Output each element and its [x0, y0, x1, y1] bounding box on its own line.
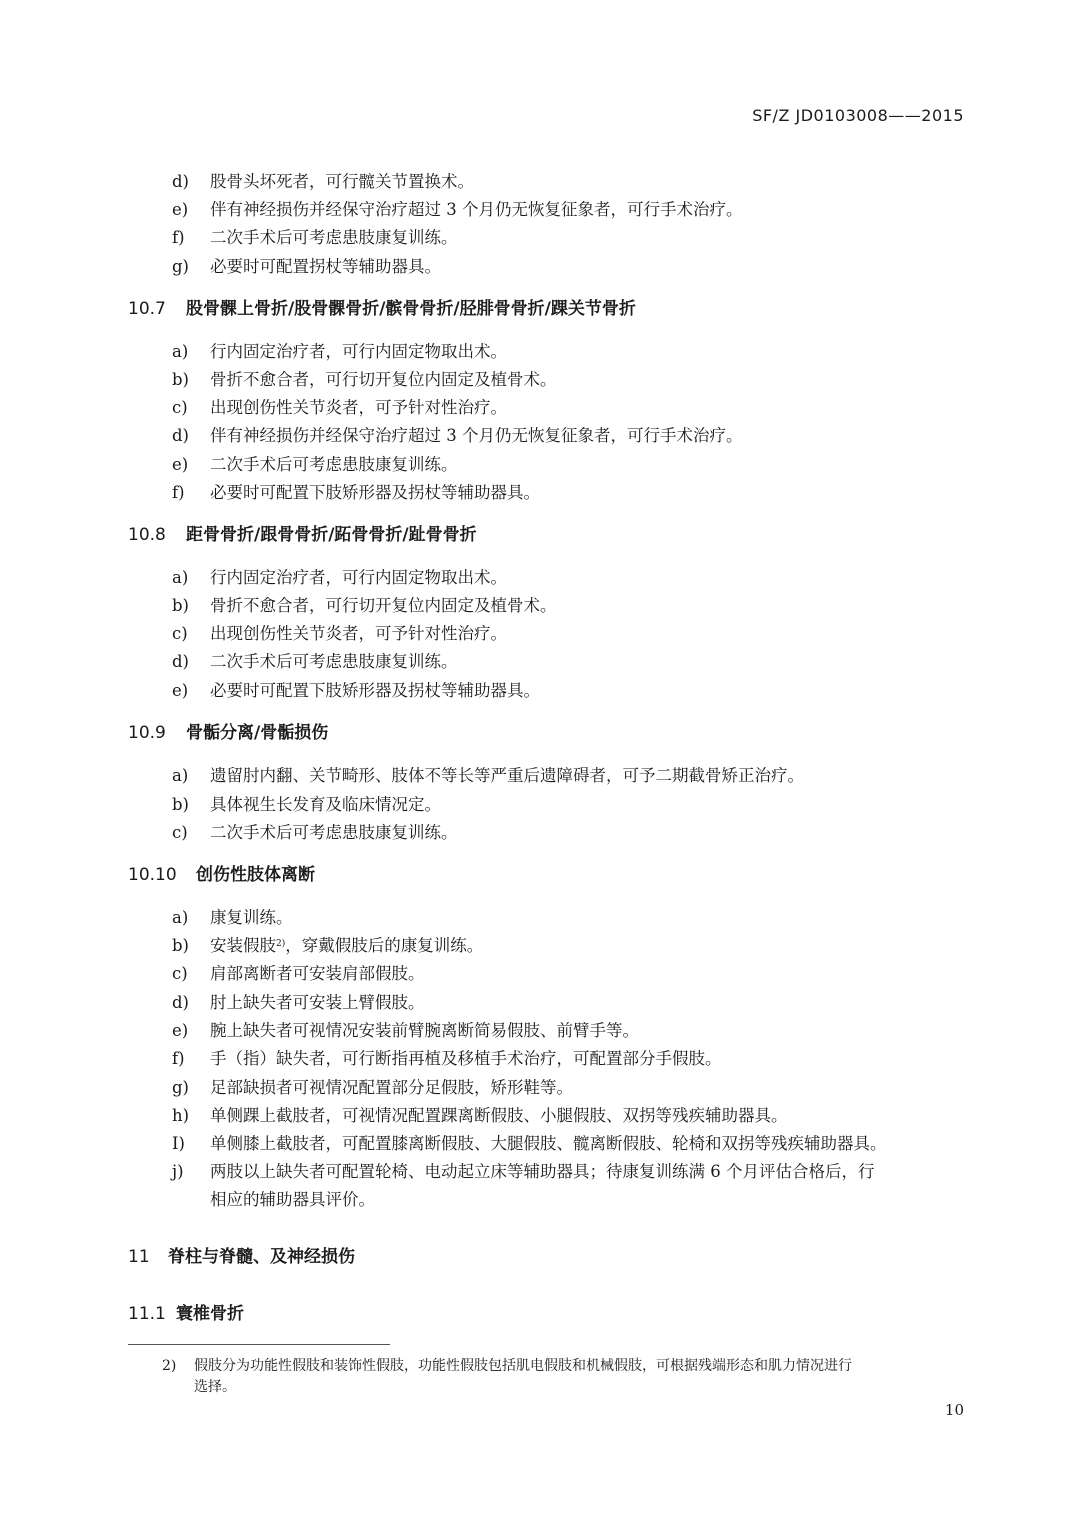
item-text: 遗留肘内翻、关节畸形、肢体不等长等严重后遗障碍者，可予二期截骨矫正治疗。 — [210, 766, 804, 785]
list-item — [172, 341, 507, 363]
list-item — [172, 567, 507, 589]
footnote-text-continuation: 选择。 — [194, 1379, 236, 1395]
section-number: 10.9 — [128, 723, 166, 743]
item-label: f) — [172, 483, 185, 502]
footnote-reference[interactable]: 2) — [276, 939, 286, 949]
footnote-mark: 2) — [162, 1358, 177, 1374]
item-text: 足部缺损者可视情况配置部分足假肢，矫形鞋等。 — [210, 1078, 573, 1097]
footnote-divider — [128, 1344, 390, 1345]
list-item — [172, 794, 441, 816]
item-label: a) — [172, 766, 189, 785]
section-title: 寰椎骨折 — [176, 1304, 244, 1324]
list-item — [172, 963, 425, 985]
list-item — [172, 1133, 887, 1155]
section-title: 骨骺分离/骨骺损伤 — [186, 723, 329, 743]
item-text: 安装假肢 — [210, 936, 276, 955]
item-text: ，穿戴假肢后的康复训练。 — [285, 936, 484, 955]
item-text-continuation: 相应的辅助器具评价。 — [210, 1190, 375, 1209]
section-title: 脊柱与脊髓、及神经损伤 — [168, 1247, 355, 1267]
item-text: 二次手术后可考虑患肢康复训练。 — [210, 652, 458, 671]
item-text: 出现创伤性关节炎者，可予针对性治疗。 — [210, 624, 507, 643]
item-text: 单侧膝上截肢者，可配置膝离断假肢、大腿假肢、髋离断假肢、轮椅和双拐等残疾辅助器具。 — [210, 1134, 887, 1153]
section-heading-10-8 — [128, 524, 477, 546]
list-item — [172, 1161, 967, 1211]
item-label: c) — [172, 964, 188, 983]
footnote-text: 假肢分为功能性假肢和装饰性假肢，功能性假肢包括肌电假肢和机械假肢，可根据残端形态和肌力情况进行 — [194, 1358, 852, 1374]
item-label: e) — [172, 681, 189, 700]
list-item — [172, 1020, 639, 1042]
list-item — [172, 256, 441, 278]
section-heading-11 — [128, 1246, 355, 1268]
item-text: 行内固定治疗者，可行内固定物取出术。 — [210, 342, 507, 361]
list-item — [172, 680, 540, 702]
item-label: d) — [172, 652, 189, 671]
list-item — [172, 935, 483, 957]
item-label: a) — [172, 342, 189, 361]
list-item — [172, 397, 507, 419]
list-item — [172, 227, 458, 249]
item-label: d) — [172, 172, 189, 191]
item-label: e) — [172, 1021, 189, 1040]
item-label: d) — [172, 426, 189, 445]
list-item — [172, 1077, 573, 1099]
list-item — [172, 482, 540, 504]
list-item — [172, 171, 474, 193]
item-label: h) — [172, 1106, 190, 1125]
item-text: 行内固定治疗者，可行内固定物取出术。 — [210, 568, 507, 587]
item-label: c) — [172, 398, 188, 417]
item-text: 必要时可配置拐杖等辅助器具。 — [210, 257, 441, 276]
item-text: 腕上缺失者可视情况安装前臂腕离断简易假肢、前臂手等。 — [210, 1021, 639, 1040]
item-text: 骨折不愈合者，可行切开复位内固定及植骨术。 — [210, 370, 557, 389]
item-label: b) — [172, 795, 189, 814]
item-label: f) — [172, 1049, 185, 1068]
section-title: 创伤性肢体离断 — [196, 865, 315, 885]
section-title: 股骨髁上骨折/股骨髁骨折/髌骨骨折/胫腓骨骨折/踝关节骨折 — [186, 299, 636, 319]
item-text: 二次手术后可考虑患肢康复训练。 — [210, 455, 458, 474]
item-text: 必要时可配置下肢矫形器及拐杖等辅助器具。 — [210, 681, 540, 700]
list-item — [172, 199, 743, 221]
item-label: g) — [172, 257, 189, 276]
item-text: 肘上缺失者可安装上臂假肢。 — [210, 993, 425, 1012]
page-number: 10 — [944, 1401, 964, 1419]
item-label: b) — [172, 936, 189, 955]
section-number: 11.1 — [128, 1304, 166, 1324]
list-item — [172, 765, 804, 787]
section-heading-10-9 — [128, 722, 328, 744]
list-item — [172, 1048, 722, 1070]
item-text: 二次手术后可考虑患肢康复训练。 — [210, 228, 458, 247]
item-label: g) — [172, 1078, 189, 1097]
item-label: a) — [172, 908, 189, 927]
section-heading-10-7 — [128, 298, 636, 320]
list-item — [172, 623, 507, 645]
document-code: SF/Z JD0103008——2015 — [752, 106, 964, 125]
item-text: 必要时可配置下肢矫形器及拐杖等辅助器具。 — [210, 483, 540, 502]
list-item — [172, 425, 743, 447]
list-item — [172, 822, 458, 844]
item-label: j) — [172, 1162, 184, 1181]
item-label: I) — [172, 1134, 185, 1153]
section-number: 10.8 — [128, 525, 166, 545]
item-text: 单侧踝上截肢者，可视情况配置踝离断假肢、小腿假肢、双拐等残疾辅助器具。 — [210, 1106, 788, 1125]
list-item — [172, 1105, 788, 1127]
section-heading-10-10 — [128, 864, 315, 886]
list-item — [172, 595, 557, 617]
section-title: 距骨骨折/跟骨骨折/跖骨骨折/趾骨骨折 — [186, 525, 477, 545]
item-label: e) — [172, 455, 189, 474]
item-text: 伴有神经损伤并经保守治疗超过 3 个月仍无恢复征象者，可行手术治疗。 — [210, 200, 743, 219]
list-item — [172, 992, 425, 1014]
list-item — [172, 369, 557, 391]
item-text: 出现创伤性关节炎者，可予针对性治疗。 — [210, 398, 507, 417]
item-label: b) — [172, 596, 189, 615]
item-text: 康复训练。 — [210, 908, 293, 927]
item-text: 手（指）缺失者，可行断指再植及移植手术治疗，可配置部分手假肢。 — [210, 1049, 722, 1068]
item-label: a) — [172, 568, 189, 587]
list-item — [172, 651, 458, 673]
item-text: 肩部离断者可安装肩部假肢。 — [210, 964, 425, 983]
section-heading-11-1 — [128, 1303, 244, 1325]
item-label: f) — [172, 228, 185, 247]
list-item — [172, 454, 458, 476]
list-item — [172, 907, 293, 929]
item-text: 两肢以上缺失者可配置轮椅、电动起立床等辅助器具；待康复训练满 6 个月评估合格后，行 — [210, 1162, 875, 1181]
item-text: 二次手术后可考虑患肢康复训练。 — [210, 823, 458, 842]
item-label: b) — [172, 370, 189, 389]
item-text: 骨折不愈合者，可行切开复位内固定及植骨术。 — [210, 596, 557, 615]
item-text: 股骨头坏死者，可行髋关节置换术。 — [210, 172, 474, 191]
section-number: 10.7 — [128, 299, 166, 319]
item-label: d) — [172, 993, 189, 1012]
item-label: e) — [172, 200, 189, 219]
section-number: 10.10 — [128, 865, 177, 885]
item-text: 具体视生长发育及临床情况定。 — [210, 795, 441, 814]
item-text: 伴有神经损伤并经保守治疗超过 3 个月仍无恢复征象者，可行手术治疗。 — [210, 426, 743, 445]
section-number: 11 — [128, 1247, 150, 1267]
item-label: c) — [172, 823, 188, 842]
footnote — [162, 1356, 972, 1398]
item-label: c) — [172, 624, 188, 643]
